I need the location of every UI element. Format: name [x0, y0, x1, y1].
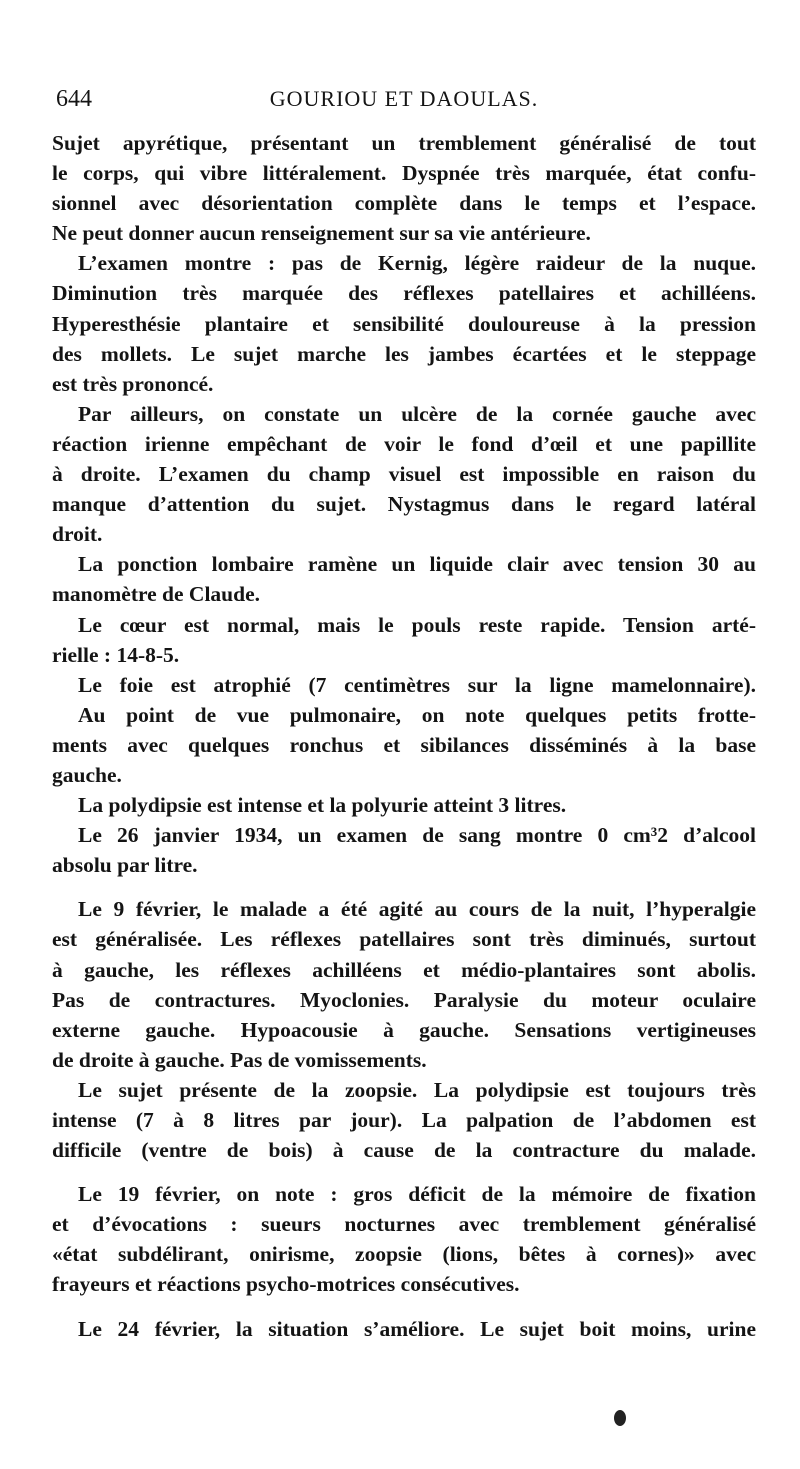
- running-head: GOURIOU ET DAOULAS.: [269, 86, 539, 111]
- text-line: La polydipsie est intense et la polyurie atteint 3 litres.: [78, 793, 567, 818]
- text-line: Le 24 février, la situation s’améliore. Le sujet boit moins, urine: [78, 1316, 756, 1341]
- text-line: frayeurs et réactions psycho-motrices consécutives.: [52, 1272, 520, 1297]
- text-line: Le 19 février, on note : gros déficit de la mémoire de fixation: [78, 1182, 756, 1207]
- text-line: Le 9 février, le malade a été agité au cours de la nuit, l’hyperalgie: [78, 897, 756, 922]
- text-line: droit.: [52, 522, 103, 547]
- text-line: rielle : 14-8-5.: [52, 642, 180, 667]
- text-line: intense (7 à 8 litres par jour). La palpation de l’abdomen est: [52, 1108, 756, 1132]
- ink-spot: [614, 1410, 626, 1426]
- text-line: à droite. L’examen du champ visuel est impossible en raison du: [52, 462, 756, 487]
- text-line: réaction irienne empêchant de voir le fond d’œil et une papillite: [52, 431, 756, 456]
- text-line: L’examen montre : pas de Kernig, légère raideur de la nuque.: [78, 251, 756, 276]
- text-line: Le foie est atrophié (7 centimètres sur la ligne mamelonnaire).: [78, 672, 756, 697]
- text-line: le corps, qui vibre littéralement. Dyspnée très marquée, état confu-: [52, 161, 756, 186]
- text-line: Diminution très marquée des réflexes patellaires et achilléens.: [52, 281, 756, 306]
- text-line: sionnel avec désorientation complète dans le temps et l’espace.: [52, 191, 756, 216]
- text-line: «état subdélirant, onirisme, zoopsie (lions, bêtes à cornes)» avec: [52, 1242, 756, 1267]
- text-line: Au point de vue pulmonaire, on note quelques petits frotte-: [78, 702, 756, 727]
- page-header: [52, 86, 756, 120]
- text-line: est généralisée. Les réflexes patellaires sont très diminués, surtout: [52, 927, 756, 952]
- text-line: gauche.: [52, 762, 122, 787]
- text-line: Le cœur est normal, mais le pouls reste rapide. Tension arté-: [78, 612, 756, 637]
- text-line: de droite à gauche. Pas de vomissements.: [52, 1047, 427, 1072]
- text-line: Le 26 janvier 1934, un examen de sang montre 0 cm³2 d’alcool: [78, 823, 756, 848]
- text-line: ments avec quelques ronchus et sibilances disséminés à la base: [52, 732, 756, 757]
- text-line: absolu par litre.: [52, 853, 198, 878]
- text-line: des mollets. Le sujet marche les jambes écartées et le steppage: [52, 341, 756, 366]
- text-line: manque d’attention du sujet. Nystagmus dans le regard latéral: [52, 492, 756, 517]
- text-line: Par ailleurs, on constate un ulcère de la cornée gauche avec: [78, 401, 756, 426]
- text-line: difficile (ventre de bois) à cause de la contracture du malade.: [52, 1138, 756, 1163]
- text-line: à gauche, les réflexes achilléens et médio-plantaires sont abolis.: [52, 957, 756, 982]
- body-text: [52, 128, 756, 1344]
- text-line: Pas de contractures. Myoclonies. Paralysie du moteur oculaire: [52, 987, 756, 1012]
- text-line: Hyperesthésie plantaire et sensibilité douloureuse à la pression: [52, 311, 756, 336]
- text-line: Sujet apyrétique, présentant un tremblement généralisé de tout: [52, 131, 756, 155]
- text-line: externe gauche. Hypoacousie à gauche. Sensations vertigineuses: [52, 1017, 756, 1042]
- text-line: est très prononcé.: [52, 371, 214, 396]
- text-line: Le sujet présente de la zoopsie. La polydipsie est toujours très: [78, 1077, 756, 1102]
- text-line: La ponction lombaire ramène un liquide clair avec tension 30 au: [78, 552, 756, 577]
- page-number: 644: [56, 86, 92, 112]
- text-line: manomètre de Claude.: [52, 582, 261, 607]
- text-line: Ne peut donner aucun renseignement sur sa vie antérieure.: [52, 221, 591, 246]
- text-line: et d’évocations : sueurs nocturnes avec tremblement généralisé: [52, 1212, 756, 1237]
